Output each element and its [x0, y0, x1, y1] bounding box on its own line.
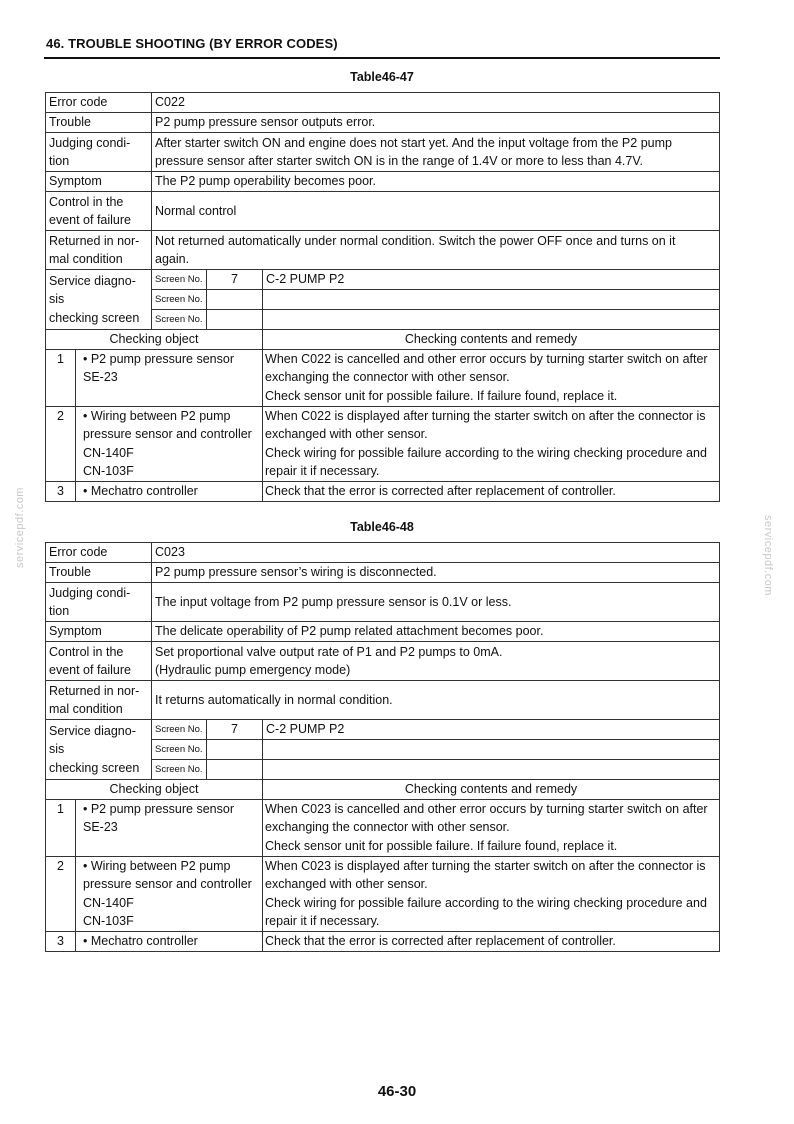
- error-code-label: Error code: [46, 543, 152, 563]
- check-row: [46, 481, 720, 501]
- error-code-label: Error code: [46, 93, 152, 113]
- check-number: 2: [46, 406, 76, 481]
- check-number: 1: [46, 349, 76, 406]
- checking-object-header: Checking object: [46, 330, 263, 350]
- screen-no-label: Screen No.: [152, 740, 207, 760]
- check-row: [46, 406, 720, 481]
- checking-header-row: [46, 780, 720, 800]
- check-object-text: • Mechatro controller: [83, 483, 198, 498]
- check-row: [46, 856, 720, 931]
- table-caption: Table46-48: [350, 520, 414, 534]
- check-object: [76, 349, 263, 406]
- screen-name: C-2 PUMP P2: [263, 270, 720, 290]
- control-value: Set proportional valve output rate of P1 and P2 pumps to 0mA. (Hydraulic pump emergency mode): [152, 642, 720, 681]
- check-number: 1: [46, 799, 76, 856]
- check-row: [46, 799, 720, 856]
- checking-header-row: [46, 330, 720, 350]
- trouble-row: [46, 563, 720, 583]
- check-remedy: When C023 is displayed after turning the starter switch on after the connector is exchanged with other sensor. Check wiring for possible failure according to the wiring checking procedure and repair it if necessary.: [263, 856, 720, 931]
- check-number: 3: [46, 481, 76, 501]
- returned-value: It returns automatically in normal condition.: [152, 681, 720, 720]
- watermark-left: servicepdf.com: [14, 487, 26, 568]
- screen-no-label: Screen No.: [152, 760, 207, 780]
- screen-no-value: 7: [207, 270, 263, 290]
- header-rule: [44, 57, 720, 59]
- screen-row: [46, 270, 720, 290]
- error-code-row: [46, 543, 720, 563]
- trouble-label: Trouble: [46, 563, 152, 583]
- screen-name: [263, 310, 720, 330]
- returned-label: Returned in nor- mal condition: [46, 681, 152, 720]
- trouble-label: Trouble: [46, 113, 152, 133]
- trouble-row: [46, 113, 720, 133]
- error-code-value: C023: [152, 543, 720, 563]
- screen-name: C-2 PUMP P2: [263, 720, 720, 740]
- screen-no-value: [207, 290, 263, 310]
- check-object-text: • P2 pump pressure sensor SE-23: [83, 801, 234, 834]
- screen-no-label: Screen No.: [152, 310, 207, 330]
- judging-label: Judging condi- tion: [46, 133, 152, 172]
- screen-no-value: [207, 760, 263, 780]
- page-header: 46. TROUBLE SHOOTING (BY ERROR CODES): [46, 36, 338, 51]
- table-caption: Table46-47: [350, 70, 414, 84]
- returned-label: Returned in nor- mal condition: [46, 231, 152, 270]
- check-number: 2: [46, 856, 76, 931]
- control-row: [46, 192, 720, 231]
- control-label: Control in the event of failure: [46, 642, 152, 681]
- screen-row: [46, 720, 720, 740]
- returned-value: Not returned automatically under normal condition. Switch the power OFF once and turns on it again.: [152, 231, 720, 270]
- error-table: [45, 92, 720, 502]
- watermark-right: servicepdf.com: [762, 515, 774, 596]
- check-remedy: When C023 is cancelled and other error occurs by turning starter switch on after exchanging the connector with other sensor. Check sensor unit for possible failure. If failure found, replace it.: [263, 799, 720, 856]
- returned-row: [46, 681, 720, 720]
- check-row: [46, 349, 720, 406]
- check-number: 3: [46, 931, 76, 951]
- returned-row: [46, 231, 720, 270]
- error-code-row: [46, 93, 720, 113]
- judging-value: The input voltage from P2 pump pressure sensor is 0.1V or less.: [152, 583, 720, 622]
- judging-row: [46, 133, 720, 172]
- check-object-text: • P2 pump pressure sensor SE-23: [83, 351, 234, 384]
- screen-no-value: [207, 310, 263, 330]
- check-remedy: When C022 is cancelled and other error occurs by turning starter switch on after exchanging the connector with other sensor. Check sensor unit for possible failure. If failure found, replace it.: [263, 349, 720, 406]
- error-table: [45, 542, 720, 952]
- trouble-value: P2 pump pressure sensor outputs error.: [152, 113, 720, 133]
- service-label: Service diagno- sis checking screen: [46, 720, 152, 780]
- service-label: Service diagno- sis checking screen: [46, 270, 152, 330]
- check-object-text: • Mechatro controller: [83, 933, 198, 948]
- screen-name: [263, 740, 720, 760]
- symptom-value: The P2 pump operability becomes poor.: [152, 172, 720, 192]
- judging-value: After starter switch ON and engine does not start yet. And the input voltage from the P2 pump pressure sensor after starter switch ON is in the range of 1.4V or more to less than 4.7V.: [152, 133, 720, 172]
- check-object: [76, 856, 263, 931]
- check-object: [76, 406, 263, 481]
- screen-no-label: Screen No.: [152, 290, 207, 310]
- check-remedy: Check that the error is corrected after replacement of controller.: [263, 931, 720, 951]
- screen-no-value: 7: [207, 720, 263, 740]
- symptom-row: [46, 622, 720, 642]
- screen-name: [263, 760, 720, 780]
- symptom-label: Symptom: [46, 622, 152, 642]
- symptom-value: The delicate operability of P2 pump related attachment becomes poor.: [152, 622, 720, 642]
- trouble-value: P2 pump pressure sensor’s wiring is disconnected.: [152, 563, 720, 583]
- screen-no-label: Screen No.: [152, 270, 207, 290]
- control-label: Control in the event of failure: [46, 192, 152, 231]
- checking-object-header: Checking object: [46, 780, 263, 800]
- check-object-text: • Wiring between P2 pump pressure sensor and controller CN-140F CN-103F: [83, 858, 252, 928]
- check-object: [76, 931, 263, 951]
- error-code-value: C022: [152, 93, 720, 113]
- judging-row: [46, 583, 720, 622]
- check-object: [76, 481, 263, 501]
- judging-label: Judging condi- tion: [46, 583, 152, 622]
- check-object-text: • Wiring between P2 pump pressure sensor and controller CN-140F CN-103F: [83, 408, 252, 478]
- symptom-label: Symptom: [46, 172, 152, 192]
- symptom-row: [46, 172, 720, 192]
- screen-no-value: [207, 740, 263, 760]
- control-value: Normal control: [152, 192, 720, 231]
- check-object: [76, 799, 263, 856]
- page-number: 46-30: [377, 1083, 417, 1100]
- check-remedy: When C022 is displayed after turning the starter switch on after the connector is exchanged with other sensor. Check wiring for possible failure according to the wiring checking procedure and repair it if necessary.: [263, 406, 720, 481]
- checking-contents-header: Checking contents and remedy: [263, 780, 720, 800]
- checking-contents-header: Checking contents and remedy: [263, 330, 720, 350]
- screen-no-label: Screen No.: [152, 720, 207, 740]
- check-remedy: Check that the error is corrected after replacement of controller.: [263, 481, 720, 501]
- control-row: [46, 642, 720, 681]
- check-row: [46, 931, 720, 951]
- screen-name: [263, 290, 720, 310]
